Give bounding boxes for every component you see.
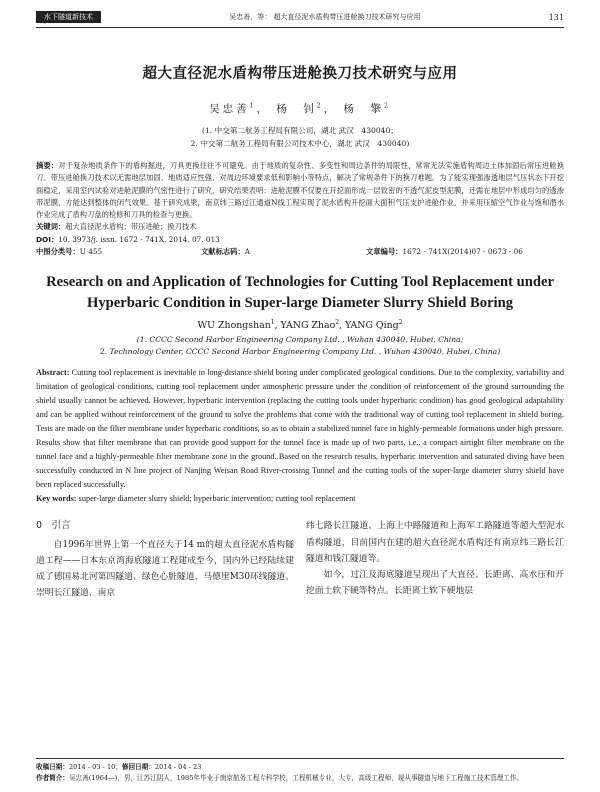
cn-abstract-text: 对于复杂地质条件下的盾构掘进，刀具更换往往不可避免。由于地质的复杂性、多变性和周边条件的局限性，常常无法实施盾构周边土体加固后常压进舱换刀。带压进舱换刀技术以无需地层加固、地质适应性强、对周边环境要求低和影响小等特点，解决了常规条件下的换刀难题。为了能实现强渗透地层气压状态下开挖面稳定，采用室内试验对进舱泥膜的气密性进行了研究，研究结果表明：进舱泥膜不仅要在开挖面形成一层致密的不透气泥皮型泥膜，还需在地层中形成均匀的透渗带泥膜，方能达到整体的闭气效果。基于研究成果，南京纬三路过江通道N线工程实现了泥水盾构开挖面大面积气压支护进舱作业，并采用压缩空气作业与饱和潜水作业完成了盾构刀盘的检修和刀具的检查与更换。 [36,161,565,220]
en-abstract-text: Cutting tool replacement is inevitable in long-distance shield boring under complicated geological conditions. Due to the complexity, variability and limitation of geological conditions, cutting tool replacement under atmospheric pressure under the condition of reinforcement of the ground surrounding the shield usually cannot be achieved. However, hyperbaric intervention (replacing the cutting tools under hyperbaric condition) has good geological adaptability and can be applied without reinforcement of the ground to solve the problems that come with the traditional way of cutting tool replacement in shield boring. Tests are made on the filter membrane under hyperbaric conditions, so as to obtain a stabilized tunnel face in highly-permeable formations under high pressure. Results show that filter membrane that can provide good support for the tunnel face is made up of two parts, i.e., a compact airtight filter membrane on the tunnel face and a highly-permeable filter membrane zone in the ground. Based on the research results, hyperbaric intervention and saturated diving have been successfully conducted in N line project of Nanjing Weisan Road River-crossing Tunnel and the cutting tools of the super-large diameter slurry shield have been replaced successfully. [36,368,565,490]
author-bio-label: 作者简介： [36,773,69,782]
author-bio-text: 吴忠善(1964—)，男，江苏江阴人，1985年毕业于南京航务工程专科学校，工程机械专业，大专，高级工程师，现从事隧道与地下工程施工技术管理工作。 [68,773,524,782]
running-title: 吴忠善，等： 超大直径泥水盾构带压进舱换刀技术研究与应用 [229,13,421,21]
cn-title: 超大直径泥水盾构带压进舱换刀技术研究与应用 [142,66,458,82]
journal-section-tag: 水下隧道新技术 [36,11,101,23]
en-affiliations [36,334,564,358]
article-no-label: 文章编号： [366,247,403,257]
page-header [36,10,564,28]
en-author-name: YANG Qing [345,320,399,332]
cn-abstract-label: 摘要： [36,161,59,170]
cn-author-sup: 2 [316,102,324,110]
cn-keywords [36,221,564,233]
cn-keywords-label: 关键词： [36,222,66,232]
doi-label: DOI： [36,234,59,244]
en-author-name: YANG Zhao [280,320,336,332]
body-paragraph: 自1996年世界上第一个直径大于14 m的超大直径泥水盾构隧道工程——日本东京湾海底隧道工程建成至今，国内外已经陆续建成了德国易北河第四隧道、绿色心脏隧道、马德里M30环线隧道、崇明长江隧道、南京 [36,539,294,599]
cn-affiliations [36,124,564,150]
en-abstract [36,366,564,492]
cn-affiliation: 2. 中交第二航务工程局有限公司技术中心，湖北 武汉 430040) [190,139,410,148]
cn-authors: 吴忠善$^1$， 杨 钊$^2$， 杨 擎$^2$ [209,102,391,115]
en-title: Research on and Application of Technologies for Cutting Tool Replacement under Hyperbaric Condition in Super-large Diameter Slurry Shield Boring [46,274,554,312]
en-affiliation: (1. CCCC Second Harbor Engineering Company Ltd. , Wuhan 430040, Hubei, China; [136,335,464,345]
revised-label: 修回日期： [121,763,155,771]
en-keywords [36,492,564,506]
clc-text: U 455 [79,247,103,257]
footnote-dates [36,762,564,773]
en-author-sup: 1 [270,319,275,327]
en-author-sup: 2 [335,319,340,327]
page-number: 131 [548,12,564,22]
en-authors: WU Zhongshan$^1$, YANG Zhao$^2$, YANG Qing$^2$ [197,319,403,332]
en-affiliation: 2. Technology Center, CCCC Second Harbor Engineering Company Ltd. , Wuhan 430040, Hubei, China) [99,347,501,357]
cn-author-name: 吴忠善 [209,103,250,115]
received-label: 收稿日期： [36,763,69,771]
clc-label: 中图分类号： [36,247,80,257]
cn-author-name: 杨 钊 [276,103,317,115]
body-columns [36,518,564,601]
doi-line [36,234,564,246]
cn-author-sup: 2 [384,102,391,110]
doc-code-text: A [244,247,251,257]
body-column-left [36,518,294,601]
en-keywords-text: super-large diameter slurry shield; hyperbaric intervention; cutting tool replacement [78,494,356,504]
footnote-author [36,773,564,784]
doc-code-label: 文献标志码： [201,247,245,257]
classification-row [36,246,564,258]
cn-keywords-text: 超大直径泥水盾构；带压进舱；换刀技术 [65,222,197,232]
footnote [36,758,564,783]
body-paragraph: 如今，过江及海底隧道呈现出了大直径、长距离、高水压和开挖面土软下硬等特点。长距离土软下硬地层 [306,569,564,597]
cn-abstract [36,160,564,221]
cn-author-name: 杨 擎 [343,103,384,115]
en-author-name: WU Zhongshan [197,320,271,332]
en-author-sup: 2 [398,319,403,327]
article-no-text: 1672 - 741X(2014)07 - 0673 - 06 [402,247,523,257]
received-date: 2014 - 03 - 10； [68,763,122,771]
doi-text: 10. 3973/j. issn. 1672 - 741X. 2014. 07. 013 [58,234,220,244]
section-heading: 0 引言 [36,520,71,532]
body-column-right [306,518,564,601]
revised-date: 2014 - 04 - 23 [154,763,202,771]
en-abstract-label: Abstract: [36,368,70,378]
body-paragraph: 纬七路长江隧道、上海上中路隧道和上海军工路隧道等超大型泥水盾构隧道，目前国内在建的超大直径泥水盾构还有南京纬三路长江隧道和钱江隧道等。 [306,521,564,564]
cn-author-sup: 1 [249,102,257,110]
en-keywords-label: Key words: [36,494,77,504]
cn-affiliation: (1. 中交第二航务工程局有限公司，湖北 武汉 430040； [202,126,398,135]
